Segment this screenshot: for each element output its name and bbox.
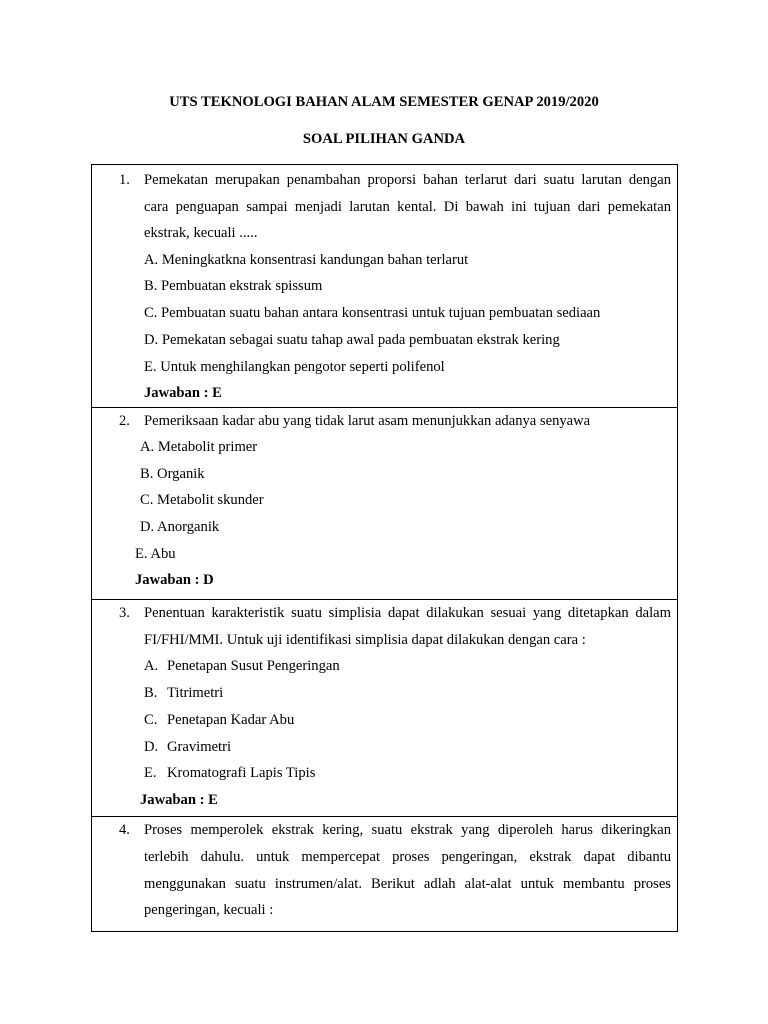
option-a: Penetapan Susut Pengeringan — [167, 658, 340, 674]
answer-key: Jawaban : E — [140, 792, 218, 808]
question-text-line: Pemekatan merupakan penambahan proporsi bahan terlarut dari suatu larutan dengan — [144, 172, 671, 188]
option-c: C. Pembuatan suatu bahan antara konsentrasi untuk tujuan pembuatan sediaan — [144, 305, 601, 321]
question-cell-3 — [92, 600, 677, 816]
option-e: E. Abu — [135, 546, 176, 562]
document-title: UTS TEKNOLOGI BAHAN ALAM SEMESTER GENAP 2019/2020 — [169, 94, 599, 110]
question-text-line: Proses memperolek ekstrak kering, suatu ekstrak yang diperoleh harus dikeringkan — [144, 822, 671, 838]
option-c-letter: C. — [144, 712, 158, 728]
question-cell-2 — [92, 408, 677, 599]
option-a-letter: A. — [144, 658, 159, 674]
question-text-line: menggunakan suatu instrumen/alat. Berikut adlah alat-alat untuk membantu proses — [144, 876, 671, 892]
question-text-line: cara penguapan sampai menjadi larutan kental. Di bawah ini tujuan dari pemekatan — [144, 199, 671, 215]
option-d-letter: D. — [144, 739, 159, 755]
question-row-4 — [92, 817, 678, 932]
option-b: Titrimetri — [167, 685, 224, 701]
option-b: B. Pembuatan ekstrak spissum — [144, 278, 323, 294]
option-e: Kromatografi Lapis Tipis — [167, 765, 316, 781]
question-number: 2. — [119, 413, 130, 429]
question-row-3 — [92, 600, 678, 817]
option-d: D. Anorganik — [140, 519, 220, 535]
option-b: B. Organik — [140, 466, 205, 482]
question-cell-4 — [92, 817, 677, 931]
question-text-line: ekstrak, kecuali ..... — [144, 225, 258, 241]
option-a: A. Meningkatkna konsentrasi kandungan bahan terlarut — [144, 252, 469, 268]
question-text-line: pengeringan, kecuali : — [144, 902, 274, 918]
option-d: Gravimetri — [167, 739, 232, 755]
answer-key: Jawaban : D — [135, 572, 214, 588]
option-a: A. Metabolit primer — [140, 439, 258, 455]
option-b-letter: B. — [144, 685, 158, 701]
option-e-letter: E. — [144, 765, 157, 781]
question-row-1 — [92, 165, 678, 408]
question-cell-1 — [92, 165, 677, 407]
option-c: Penetapan Kadar Abu — [167, 712, 295, 728]
option-d: D. Pemekatan sebagai suatu tahap awal pada pembuatan ekstrak kering — [144, 332, 560, 348]
question-table — [91, 164, 678, 932]
section-title: SOAL PILIHAN GANDA — [302, 131, 466, 147]
question-number: 1. — [119, 172, 130, 188]
option-e: E. Untuk menghilangkan pengotor seperti polifenol — [144, 359, 445, 375]
answer-key: Jawaban : E — [144, 385, 222, 401]
question-text-line: Penentuan karakteristik suatu simplisia dapat dilakukan sesuai yang ditetapkan dalam — [144, 605, 671, 621]
question-text-line: Pemeriksaan kadar abu yang tidak larut asam menunjukkan adanya senyawa — [144, 413, 591, 429]
question-number: 4. — [119, 822, 130, 838]
question-text-line: FI/FHI/MMI. Untuk uji identifikasi simplisia dapat dilakukan dengan cara : — [144, 632, 586, 648]
option-c: C. Metabolit skunder — [140, 492, 264, 508]
question-text-line: terlebih dahulu. untuk mempercepat proses pengeringan, ekstrak dapat dibantu — [144, 849, 671, 865]
question-number: 3. — [119, 605, 130, 621]
question-row-2 — [92, 408, 678, 600]
